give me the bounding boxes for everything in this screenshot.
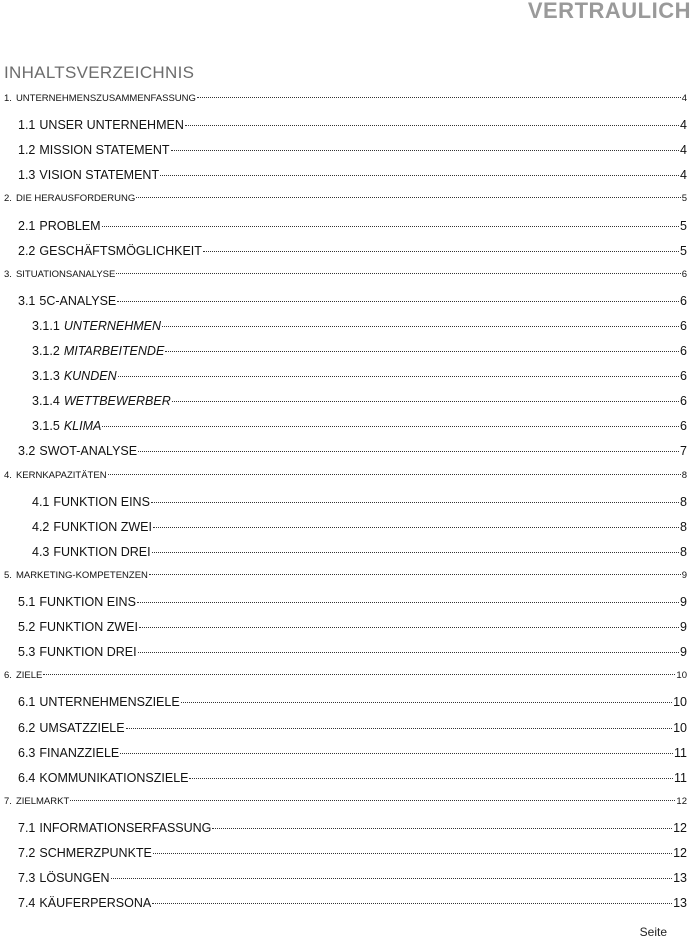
toc-leader-dots xyxy=(165,351,679,352)
toc-entry-title: LÖSUNGEN xyxy=(39,871,110,886)
toc-leader-dots xyxy=(136,197,680,198)
toc-entry-page: 13 xyxy=(673,871,687,886)
toc-entry[interactable] xyxy=(4,796,687,816)
toc-entry-title: UMSATZZIELE xyxy=(39,720,125,735)
toc-entry-page: 5 xyxy=(680,243,687,258)
toc-entry-number: 4.1 xyxy=(32,494,50,509)
toc-leader-dots xyxy=(171,150,680,151)
toc-entry-page: 8 xyxy=(680,519,687,534)
toc-entry-number: 3. xyxy=(4,268,12,280)
toc-entry[interactable] xyxy=(4,470,687,490)
toc-entry-number: 3.1 xyxy=(18,293,36,308)
toc-entry-title: 5C-ANALYSE xyxy=(39,293,117,308)
toc-entry-page: 8 xyxy=(681,469,687,481)
toc-entry-number: 2. xyxy=(4,193,12,205)
toc-entry[interactable] xyxy=(32,419,687,439)
toc-entry[interactable] xyxy=(18,721,687,741)
toc-entry-page: 9 xyxy=(681,569,687,581)
toc-entry-title: UNTERNEHMENSZUSAMMENFASSUNG xyxy=(15,93,196,104)
toc-leader-dots xyxy=(203,251,679,252)
toc-entry-number: 5.3 xyxy=(18,645,36,660)
toc-entry-title: PROBLEM xyxy=(39,218,101,233)
toc-entry[interactable] xyxy=(18,444,687,464)
toc-entry-page: 6 xyxy=(680,419,687,434)
toc-entry-number: 1. xyxy=(4,93,12,104)
toc-entry[interactable] xyxy=(4,269,687,289)
toc-entry-page: 9 xyxy=(680,595,687,609)
toc-leader-dots xyxy=(118,376,679,377)
toc-entry[interactable] xyxy=(18,143,687,163)
toc-entry[interactable] xyxy=(18,846,687,866)
toc-leader-dots xyxy=(43,674,675,675)
toc-leader-dots xyxy=(185,125,679,126)
toc-entry-page: 10 xyxy=(676,670,687,682)
toc-entry-page: 13 xyxy=(673,896,687,911)
toc-entry-title: KOMMUNIKATIONSZIELE xyxy=(39,770,189,785)
toc-entry-title: SWOT-ANALYSE xyxy=(39,444,138,459)
toc-entry-number: 7.4 xyxy=(18,896,36,911)
confidential-label: VERTRAULICH xyxy=(527,0,691,23)
toc-entry[interactable] xyxy=(4,670,687,690)
toc-entry-number: 1.2 xyxy=(18,143,36,158)
toc-entry-title: FUNKTION DREI xyxy=(39,645,137,660)
toc-leader-dots xyxy=(172,401,679,402)
toc-entry-page: 7 xyxy=(680,444,687,459)
toc-leader-dots xyxy=(138,451,679,452)
toc-entry-page: 6 xyxy=(680,369,687,384)
toc-entry-title: WETTBEWERBER xyxy=(63,394,171,409)
toc-entry-number: 7.3 xyxy=(18,871,36,886)
toc-entry-page: 6 xyxy=(681,268,687,280)
toc-entry-title: DIE HERAUSFORDERUNG xyxy=(15,193,136,205)
toc-entry-title: FINANZZIELE xyxy=(39,745,120,760)
toc-entry[interactable] xyxy=(32,394,687,414)
toc-entry-number: 4.2 xyxy=(32,519,50,534)
toc-entry-title: INFORMATIONSERFASSUNG xyxy=(39,820,212,835)
toc-entry-page: 9 xyxy=(680,645,687,660)
toc-entry-page: 11 xyxy=(674,770,687,785)
toc-leader-dots xyxy=(149,574,681,575)
toc-entry-number: 3.2 xyxy=(18,444,36,459)
toc-entry[interactable] xyxy=(4,570,687,590)
toc-entry-page: 5 xyxy=(680,218,687,233)
toc-entry[interactable] xyxy=(32,344,687,364)
toc-entry-page: 8 xyxy=(680,494,687,509)
toc-entry-page: 4 xyxy=(680,143,687,158)
toc-entry-page: 10 xyxy=(673,720,687,735)
toc-entry[interactable] xyxy=(18,896,687,916)
toc-entry[interactable] xyxy=(18,746,687,766)
toc-entry-number: 5.1 xyxy=(18,595,36,609)
toc-entry-title: KÄUFERPERSONA xyxy=(39,896,152,911)
toc-entry[interactable] xyxy=(18,771,687,791)
toc-entry-number: 6. xyxy=(4,670,12,682)
toc-entry-number: 6.2 xyxy=(18,720,36,735)
toc-entry-number: 6.4 xyxy=(18,770,36,785)
toc-entry-number: 5.2 xyxy=(18,620,36,635)
toc-entry[interactable] xyxy=(18,294,687,314)
toc-entry[interactable] xyxy=(18,168,687,188)
toc-entry-page: 12 xyxy=(673,846,687,860)
toc-leader-dots xyxy=(152,903,672,904)
toc-entry[interactable] xyxy=(18,871,687,891)
toc-leader-dots xyxy=(153,527,679,528)
toc-entry[interactable] xyxy=(4,93,687,113)
toc-entry-number: 6.1 xyxy=(18,695,36,710)
toc-entry-title: SCHMERZPUNKTE xyxy=(39,846,152,860)
toc-entry-title: MITARBEITENDE xyxy=(63,344,165,358)
toc-leader-dots xyxy=(102,226,680,227)
toc-entry-number: 5. xyxy=(4,569,12,581)
toc-entry-title: ZIELMARKT xyxy=(15,795,70,807)
toc-entry-title: FUNKTION EINS xyxy=(39,595,136,609)
toc-leader-dots xyxy=(152,552,679,553)
toc-entry-title: FUNKTION ZWEI xyxy=(53,519,152,534)
toc-leader-dots xyxy=(197,97,681,98)
toc-leader-dots xyxy=(151,502,679,503)
toc-entry[interactable] xyxy=(18,821,687,841)
toc-entry[interactable] xyxy=(32,369,687,389)
toc-entry[interactable] xyxy=(18,219,687,239)
toc-leader-dots xyxy=(108,474,681,475)
toc-entry[interactable] xyxy=(18,620,687,640)
toc-leader-dots xyxy=(138,652,679,653)
toc-entry-page: 8 xyxy=(680,544,687,559)
toc-entry-page: 12 xyxy=(673,820,687,835)
toc-entry-title: MARKETING-KOMPETENZEN xyxy=(15,569,148,581)
toc-entry[interactable] xyxy=(32,520,687,540)
toc-entry-title: KLIMA xyxy=(63,419,102,434)
toc-entry-page: 4 xyxy=(680,168,687,183)
toc-entry-title: SITUATIONSANALYSE xyxy=(15,268,116,280)
toc-title: INHALTSVERZEICHNIS xyxy=(4,63,195,82)
toc-leader-dots xyxy=(181,702,672,703)
toc-entry-number: 1.1 xyxy=(18,118,36,133)
toc-leader-dots xyxy=(102,426,679,427)
toc-entry[interactable] xyxy=(18,645,687,665)
toc-entry-number: 3.1.4 xyxy=(32,394,60,409)
toc-entry-number: 2.1 xyxy=(18,218,36,233)
toc-entry-number: 7.1 xyxy=(18,820,36,835)
toc-entry-number: 7.2 xyxy=(18,846,36,860)
toc-entry-page: 4 xyxy=(681,93,687,104)
toc-entry-title: FUNKTION EINS xyxy=(53,494,150,509)
toc-leader-dots xyxy=(116,273,680,274)
toc-leader-dots xyxy=(120,753,673,754)
toc-entry-page: 6 xyxy=(680,318,687,333)
toc-entry-page: 9 xyxy=(680,620,687,635)
toc-entry-title: GESCHÄFTSMÖGLICHKEIT xyxy=(39,243,202,258)
toc-entry-number: 3.1.5 xyxy=(32,419,60,434)
toc-entry-page: 6 xyxy=(680,293,687,308)
toc-entry-number: 4. xyxy=(4,469,12,481)
toc-leader-dots xyxy=(111,878,673,879)
toc-entry[interactable] xyxy=(18,244,687,264)
toc-entry-title: VISION STATEMENT xyxy=(39,168,160,183)
toc-leader-dots xyxy=(153,853,672,854)
page-footer-label: Seite xyxy=(639,925,667,939)
toc-leader-dots xyxy=(162,326,679,327)
toc-entry-title: MISSION STATEMENT xyxy=(39,143,170,158)
toc-entry[interactable] xyxy=(32,319,687,339)
toc-entry-number: 7. xyxy=(4,795,12,807)
toc-leader-dots xyxy=(117,301,679,302)
toc-entry-title: FUNKTION DREI xyxy=(53,544,151,559)
toc-entry-number: 6.3 xyxy=(18,745,36,760)
toc-entry-number: 2.2 xyxy=(18,243,36,258)
toc-entry[interactable] xyxy=(32,545,687,565)
toc-entry-title: KERNKAPAZITÄTEN xyxy=(15,469,107,481)
toc-entry[interactable] xyxy=(18,695,687,715)
toc-entry-page: 11 xyxy=(674,745,687,760)
toc-entry-page: 4 xyxy=(680,118,687,133)
toc-entry-number: 1.3 xyxy=(18,168,36,183)
toc-entry[interactable] xyxy=(32,495,687,515)
toc-leader-dots xyxy=(189,778,673,779)
toc-entry-title: KUNDEN xyxy=(63,369,117,384)
toc-entry-title: FUNKTION ZWEI xyxy=(39,620,138,635)
toc-entry-number: 4.3 xyxy=(32,544,50,559)
toc-leader-dots xyxy=(137,602,679,603)
toc-entry-title: ZIELE xyxy=(15,670,43,682)
toc-entry-page: 10 xyxy=(673,695,687,710)
toc-entry-page: 5 xyxy=(681,193,687,205)
toc-entry-title: UNTERNEHMENSZIELE xyxy=(39,695,180,710)
toc-entry-number: 3.1.3 xyxy=(32,369,60,384)
toc-leader-dots xyxy=(126,728,673,729)
toc-leader-dots xyxy=(160,175,679,176)
toc-entry-title: UNTERNEHMEN xyxy=(63,318,162,333)
toc-entry[interactable] xyxy=(18,118,687,138)
toc-entry-page: 12 xyxy=(676,795,687,807)
toc-leader-dots xyxy=(70,800,675,801)
toc-entry[interactable] xyxy=(18,595,687,615)
toc-leader-dots xyxy=(212,828,672,829)
toc-entry[interactable] xyxy=(4,193,687,213)
toc-entry-number: 3.1.2 xyxy=(32,344,60,358)
toc-entry-page: 6 xyxy=(680,394,687,409)
toc-entry-number: 3.1.1 xyxy=(32,318,60,333)
toc-leader-dots xyxy=(139,627,679,628)
toc-entry-page: 6 xyxy=(680,344,687,358)
toc-entry-title: UNSER UNTERNEHMEN xyxy=(39,118,184,133)
